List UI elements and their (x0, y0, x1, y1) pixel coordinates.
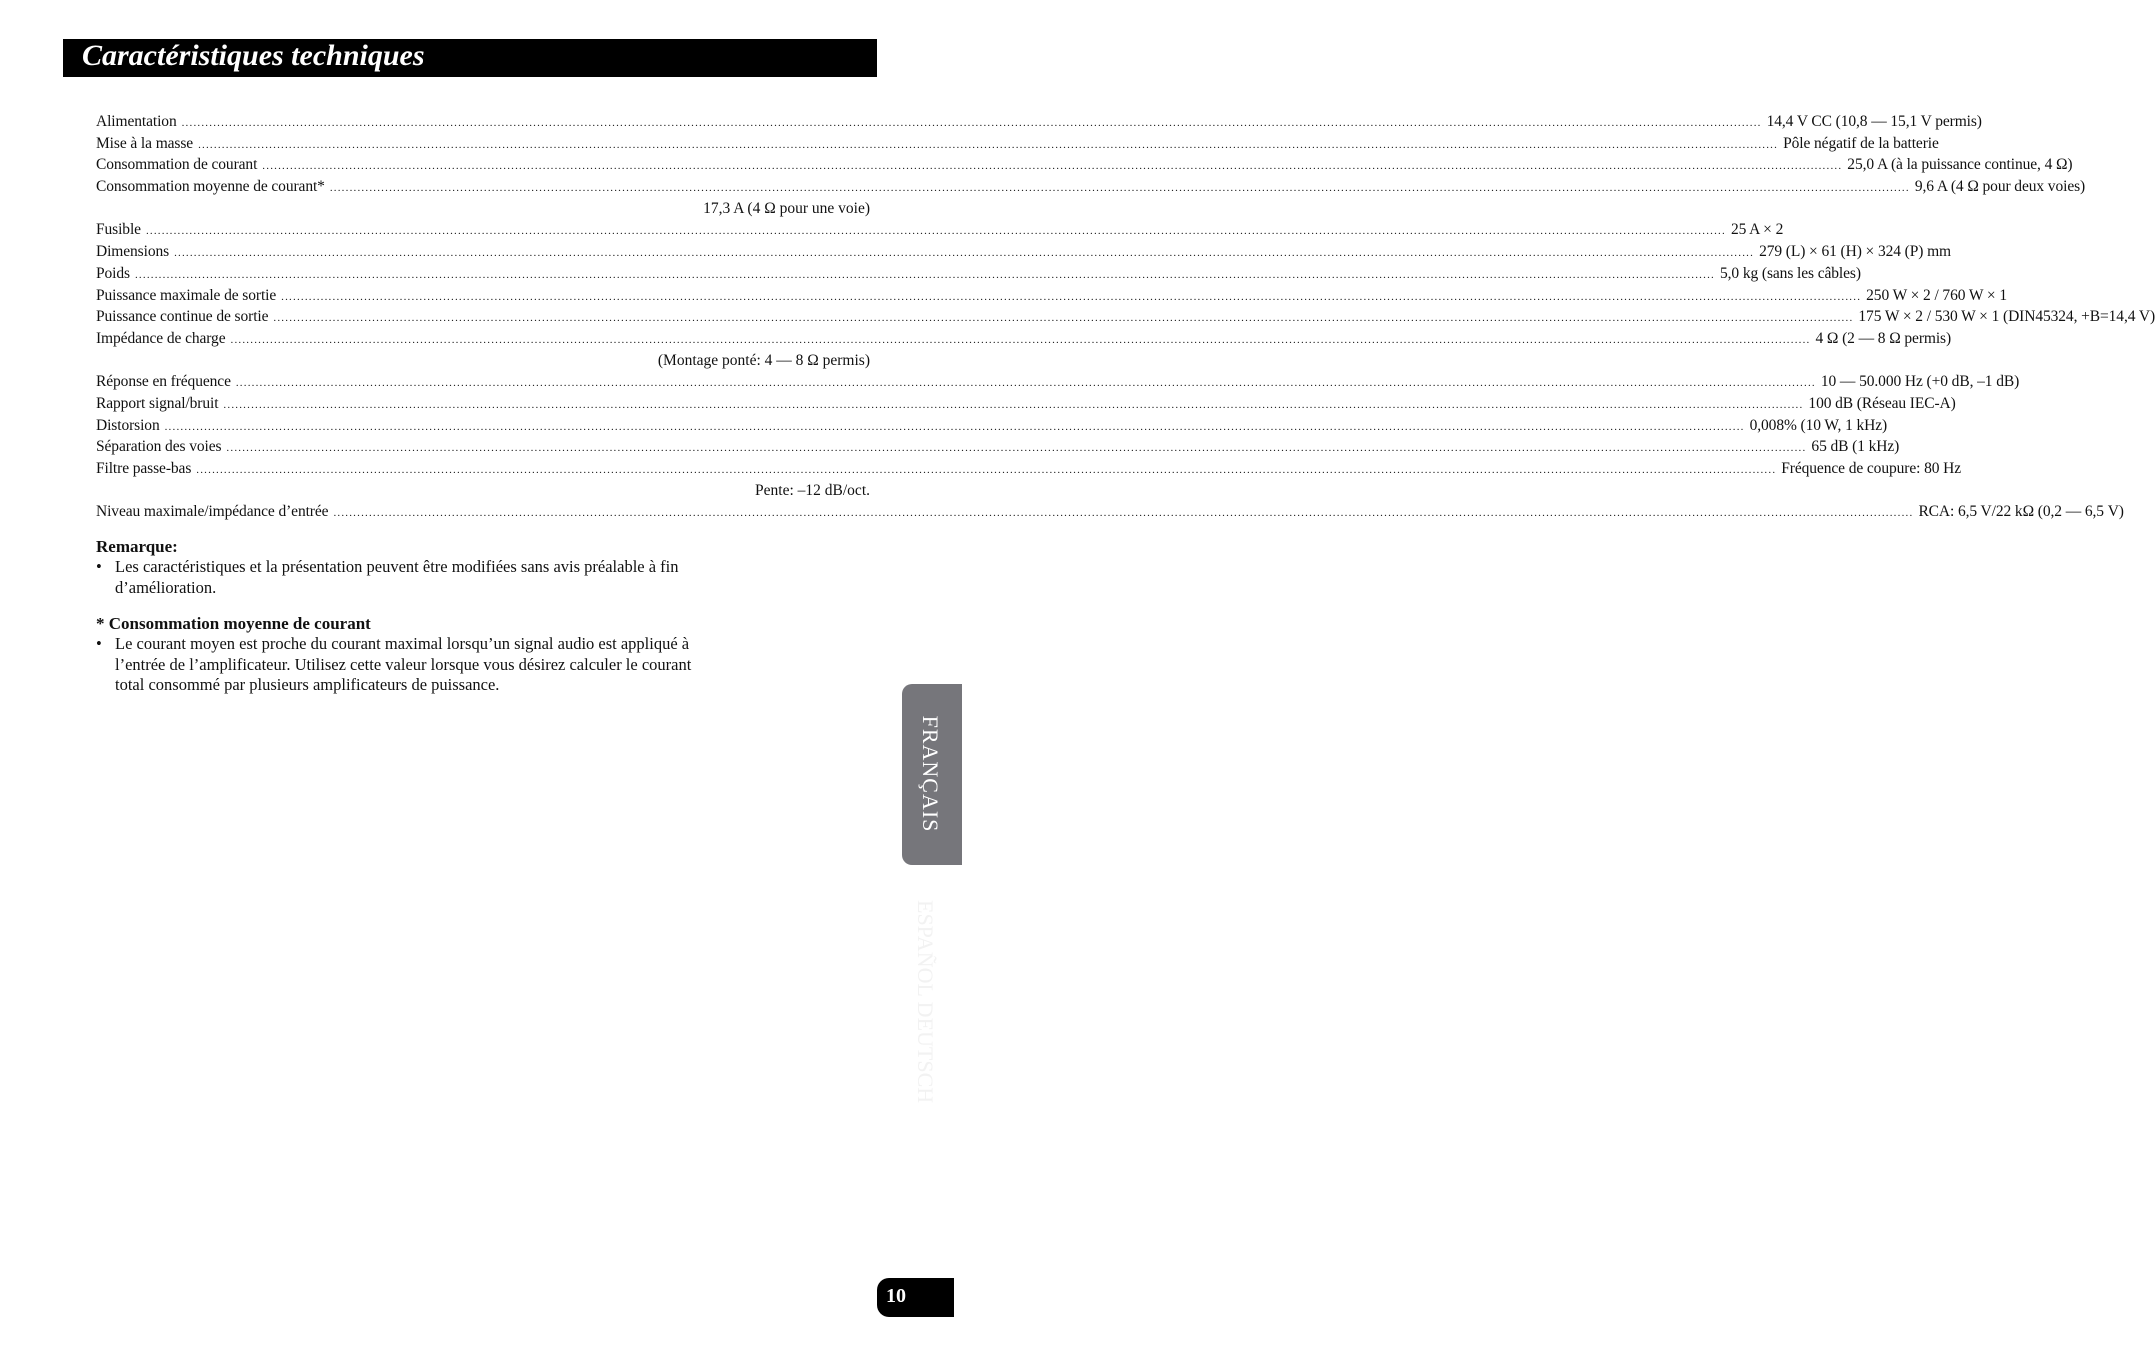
spec-value: 5,0 kg (sans les câbles) (1719, 264, 1861, 282)
spec-value: 0,008% (10 W, 1 kHz) (1749, 416, 1888, 434)
spec-row (96, 154, 2073, 176)
dot-leader: ................................................................................................................................................................................................................................................................................................................................................................................................................ (329, 182, 1910, 195)
spec-value: RCA: 6,5 V/22 kΩ (0,2 — 6,5 V) (1918, 503, 2124, 521)
page-title: Caractéristiques techniques (82, 39, 425, 72)
spec-value: 25,0 A (à la puissance continue, 4 Ω) (1847, 156, 2073, 174)
spec-label: Niveau maximale/impédance d’entrée (96, 503, 329, 521)
dot-leader: ................................................................................................................................................................................................................................................................................................................................................................................................................ (281, 290, 1862, 303)
dot-leader: ................................................................................................................................................................................................................................................................................................................................................................................................................ (223, 398, 1804, 411)
bullet-marker: • (96, 634, 102, 653)
spec-label: Mise à la masse (96, 134, 194, 152)
spec-row (96, 415, 1888, 437)
spec-label: Consommation de courant (96, 156, 258, 174)
spec-label: Séparation des voies (96, 438, 222, 456)
spec-value-continuation: (Montage ponté: 4 — 8 Ω permis) (657, 351, 870, 369)
spec-label: Poids (96, 264, 130, 282)
spec-value: 4 Ω (2 — 8 Ω permis) (1815, 329, 1952, 347)
spec-row (96, 241, 1952, 263)
spec-label: Distorsion (96, 416, 160, 434)
footnote-text: Le courant moyen est proche du courant maximal lorsqu’un signal audio est appliqué à l’entrée de l’amplificateur. Utilisez cette valeur lorsque vous désirez calculer le courant total consommé par plusieurs amplificateurs de puissance. (115, 634, 692, 694)
page-number: 10 (886, 1285, 906, 1307)
spec-row (96, 285, 2007, 307)
dot-leader: ................................................................................................................................................................................................................................................................................................................................................................................................................ (273, 312, 1854, 325)
spec-value-continuation: 17,3 A (4 Ω pour une voie) (703, 199, 870, 217)
footnote-heading: * Consommation moyenne de courant (96, 614, 371, 633)
dot-leader: ................................................................................................................................................................................................................................................................................................................................................................................................................ (134, 268, 1715, 281)
footnote-item (96, 634, 696, 696)
spec-value: 279 (L) × 61 (H) × 324 (P) mm (1759, 243, 1952, 261)
spec-label: Dimensions (96, 243, 170, 261)
dot-leader: ................................................................................................................................................................................................................................................................................................................................................................................................................ (145, 225, 1726, 238)
language-tab[interactable] (902, 684, 962, 865)
spec-row (96, 111, 1982, 133)
spec-label: Consommation moyenne de courant* (96, 178, 325, 196)
spec-value: 14,4 V CC (10,8 — 15,1 V permis) (1766, 113, 1982, 130)
spec-row (96, 371, 2020, 393)
dot-leader: ................................................................................................................................................................................................................................................................................................................................................................................................................ (164, 420, 1745, 433)
spec-row (96, 393, 1956, 415)
spec-label: Impédance de charge (96, 329, 226, 347)
spec-value: Fréquence de coupure: 80 Hz (1781, 460, 1962, 477)
remarque-text: Les caractéristiques et la présentation peuvent être modifiées sans avis préalable à fin d’amélioration. (115, 557, 679, 597)
dot-leader: ................................................................................................................................................................................................................................................................................................................................................................................................................ (235, 377, 1816, 390)
remarque-heading: Remarque: (96, 537, 178, 556)
dot-leader: ................................................................................................................................................................................................................................................................................................................................................................................................................ (333, 507, 1914, 520)
spec-row (96, 328, 1952, 350)
spec-value: 250 W × 2 / 760 W × 1 (1866, 286, 2007, 304)
spec-label: Réponse en fréquence (96, 373, 231, 391)
spec-row (96, 306, 2155, 328)
spec-label: Alimentation (96, 113, 177, 130)
spec-value: Pôle négatif de la batterie (1783, 134, 1939, 152)
spec-value: 100 dB (Réseau IEC-A) (1808, 394, 1956, 412)
spec-row (96, 436, 1900, 458)
dot-leader: ................................................................................................................................................................................................................................................................................................................................................................................................................ (181, 117, 1762, 129)
ghost-language-label: ESPAÑOL DEUTSCH (913, 900, 938, 1104)
spec-value: 10 — 50.000 Hz (+0 dB, –1 dB) (1820, 373, 2020, 391)
spec-list (96, 111, 2155, 523)
dot-leader: ................................................................................................................................................................................................................................................................................................................................................................................................................ (230, 333, 1811, 346)
spec-value-continuation: Pente: –12 dB/oct. (755, 481, 870, 499)
spec-value: 9,6 A (4 Ω pour deux voies) (1914, 178, 2086, 196)
spec-label: Puissance continue de sortie (96, 308, 269, 326)
spec-row (96, 219, 1784, 241)
dot-leader: ................................................................................................................................................................................................................................................................................................................................................................................................................ (196, 464, 1777, 476)
bullet-marker: • (96, 557, 102, 576)
spec-row (96, 133, 1939, 155)
remarque-item (96, 557, 736, 598)
remarque-list (96, 557, 736, 598)
spec-row (96, 501, 2124, 523)
spec-label: Rapport signal/bruit (96, 394, 219, 412)
dot-leader: ................................................................................................................................................................................................................................................................................................................................................................................................................ (198, 138, 1779, 151)
spec-row (96, 263, 1861, 285)
page-number-box (877, 1278, 954, 1317)
spec-label: Filtre passe-bas (96, 460, 192, 477)
footnote-list (96, 634, 696, 696)
title-bar (63, 39, 877, 77)
dot-leader: ................................................................................................................................................................................................................................................................................................................................................................................................................ (226, 442, 1807, 455)
spec-row (96, 458, 1962, 480)
spec-label: Puissance maximale de sortie (96, 286, 277, 304)
spec-value: 175 W × 2 / 530 W × 1 (DIN45324, +B=14,4 V) (1858, 308, 2155, 326)
dot-leader: ................................................................................................................................................................................................................................................................................................................................................................................................................ (174, 247, 1755, 260)
spec-value: 25 A × 2 (1730, 221, 1784, 239)
spec-label: Fusible (96, 221, 141, 239)
spec-value: 65 dB (1 kHz) (1811, 438, 1900, 456)
language-tab-label: FRANÇAIS (918, 715, 943, 833)
spec-row (96, 176, 2086, 198)
dot-leader: ................................................................................................................................................................................................................................................................................................................................................................................................................ (262, 160, 1843, 173)
